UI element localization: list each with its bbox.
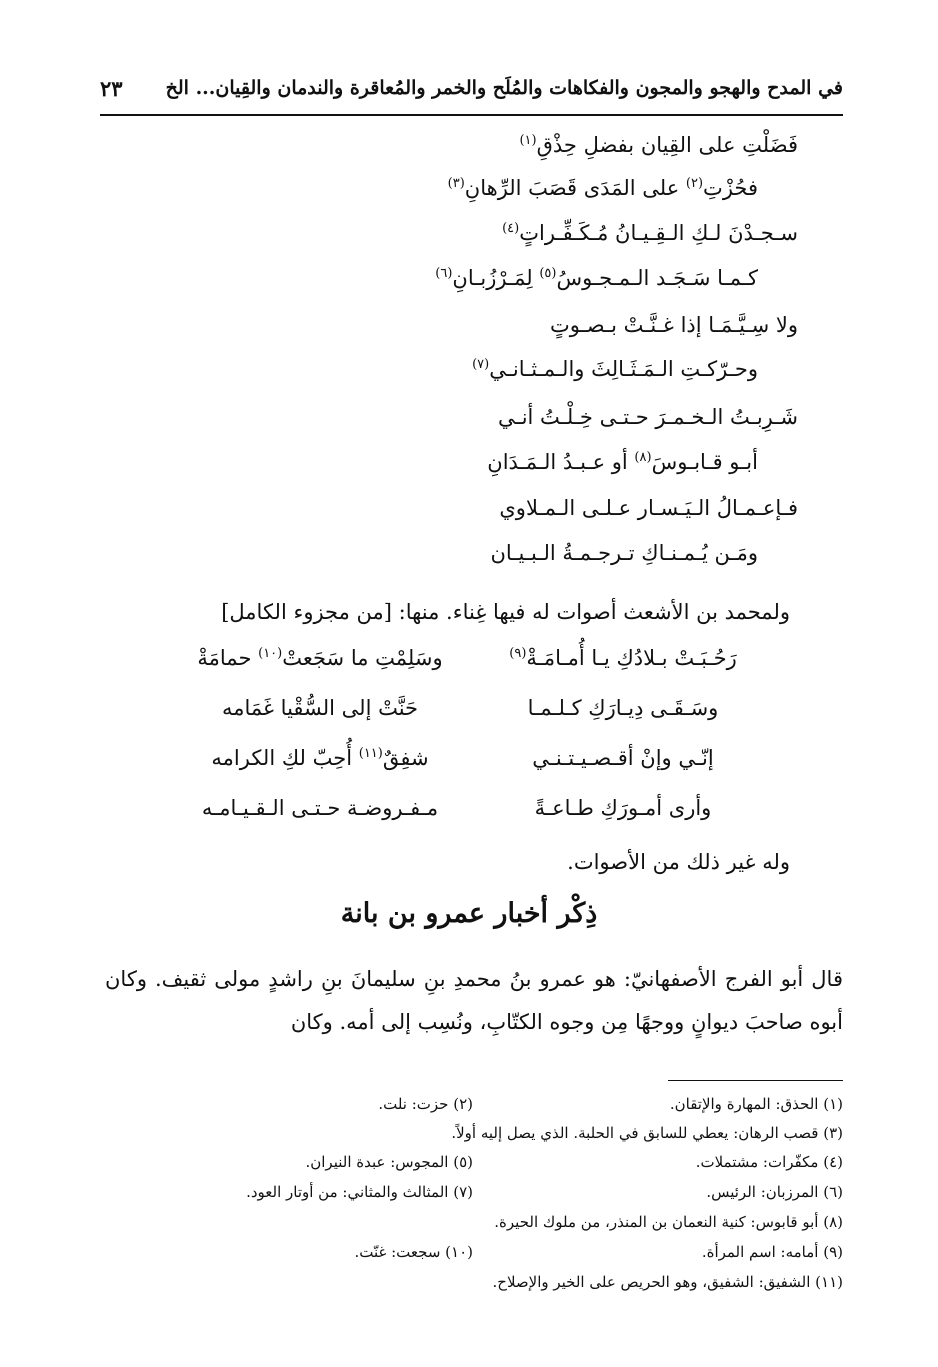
running-title: في المدح والهجو والمجون والفكاهات والمُلَح والخمر والمُعاقرة والندمان والقِيان... الخ [165, 77, 843, 99]
verse-line: شَـرِبـتُ الـخـمـرَ حـتـى خِـلْـتُ أنـي [498, 405, 798, 429]
footnote: (٦) المرزبان: الرئيس. [706, 1183, 843, 1201]
footnote: (٤) مكفّرات: مشتملات. [695, 1153, 843, 1171]
footnote: (٢) حزت: نلت. [378, 1095, 473, 1113]
poem-row [185, 696, 758, 736]
hemistich-right: وسَـقَـى دِيـارَكِ كـلـمـا [527, 696, 719, 720]
verse-line: سـجـدْنَ لـكِ الـقِـيـانُ مُـكَـفِّـراتٍ$^{(٤)}$ [502, 221, 798, 245]
footnote-marker: (٣) [447, 176, 465, 191]
footnote-row [100, 1095, 843, 1123]
hemistich-left: وسَلِمْتِ ما سَجَعتْ$^{(١٠)}$ حمامَةْ [197, 646, 443, 670]
intro-line: ولمحمد بن الأشعث أصوات له فيها غِناء. منها: [من مجزوء الكامل] [221, 600, 790, 624]
footnote-marker: (٤) [502, 221, 520, 236]
footnote-row [100, 1213, 843, 1241]
hemistich-right: وأرى أمـورَكِ طـاعـةً [534, 796, 712, 820]
footnote: (٨) أبو قابوس: كنية النعمان بن المنذر، من ملوك الحيرة. [494, 1213, 843, 1231]
footnote: (١) الحذق: المهارة والإتقان. [669, 1095, 843, 1113]
footnote-marker: (٦) [435, 266, 453, 281]
footnote-marker: (٥) [539, 266, 557, 281]
verse-line: فحُزْتِ$^{(٢)}$ على المَدَى قَصَبَ الرِّهانِ$^{(٣)}$ [447, 176, 758, 200]
footnote: (٧) المثالث والمثاني: من أوتار العود. [246, 1183, 473, 1201]
footnote-row [100, 1183, 843, 1211]
footnote-marker: (٨) [634, 450, 652, 465]
section-title: ذِكْر أخبار عمرو بن بانة [340, 898, 598, 929]
verse-line: ولا سِـيَّـمَـا إذا غـنَّـتْ بـصـوتٍ [550, 313, 798, 337]
page-number: ٢٣ [100, 75, 123, 101]
footnote: (٥) المجوس: عبدة النيران. [305, 1153, 473, 1171]
footnote-row [100, 1153, 843, 1181]
footnote: (١١) الشفيق: الشفيق، وهو الحريص على الخير والإصلاح. [492, 1273, 843, 1291]
poem-row [185, 796, 758, 836]
footnote-marker: (٢) [685, 176, 704, 191]
poem-row [185, 646, 758, 686]
verse-line: أبـو قـابـوسَ$^{(٨)}$ أو عـبـدُ الـمَـدَانِ [487, 450, 758, 474]
hemistich-left: مـفـروضـة حـتـى الـقـيـامـه [201, 796, 439, 820]
poem-row [185, 746, 758, 786]
footnote: (٣) قصب الرهان: يعطي للسابق في الحلبة. الذي يصل إليه أولاً. [451, 1124, 843, 1142]
footnote-row [100, 1243, 843, 1271]
verse-line: ومَـن يُـمـنـاكِ تـرجـمـةُ الـبـيـان [490, 541, 758, 565]
body-paragraph: قال أبو الفرج الأصفهانيّ: هو عمرو بنُ محمدِ بنِ سليمانَ بنِ راشدٍ مولى ثقيف. وكان أبوه صاحبَ ديوانٍ ووجهًا مِن وجوه الكتّابِ، ونُسِب إلى أمه. وكان [105, 967, 843, 1034]
footnote-row [100, 1273, 843, 1301]
hemistich-right: رَحُـبَـتْ بـلادُكِ يـا أُمـامَـةْ$^{(٩)}$ [509, 646, 737, 670]
footnote: (٩) أمامه: اسم المرأة. [701, 1243, 843, 1261]
verse-line: وحـرّكـتِ الـمَـثَـالِثَ والـمـثـانـي$^{(٧)}$ [472, 357, 758, 381]
verse-line: فَضَلْتِ على القِيان بفضلِ حِذْقِ$^{(١)}$ [519, 133, 798, 157]
header-divider [100, 114, 843, 116]
hemistich-left: حَنَّتْ إلى السُّقْيا غَمَامه [221, 696, 419, 720]
verse-line: كـمـا سَـجَـد الـمـجـوسُ$^{(٥)}$ لِمَـرْزُبـانِ$^{(٦)}$ [435, 266, 758, 290]
after-poem-line: وله غير ذلك من الأصوات. [567, 850, 790, 874]
footnote-marker: (٧) [472, 357, 490, 372]
verse-line: فـإعـمـالُ الـيَـسـار عـلـى الـمـلاوي [499, 496, 798, 520]
footnote: (١٠) سجعت: غنّت. [354, 1243, 473, 1261]
footnote-marker: (١) [519, 133, 537, 148]
running-header [100, 68, 843, 108]
footnote-divider [668, 1080, 843, 1081]
footnote-row [100, 1124, 843, 1152]
hemistich-right: إنّـي وإنْ أقـصـيـتـنـي [532, 746, 714, 770]
hemistich-left: شفِقٌ$^{(١١)}$ أُحِبّ لكِ الكرامه [211, 746, 429, 770]
